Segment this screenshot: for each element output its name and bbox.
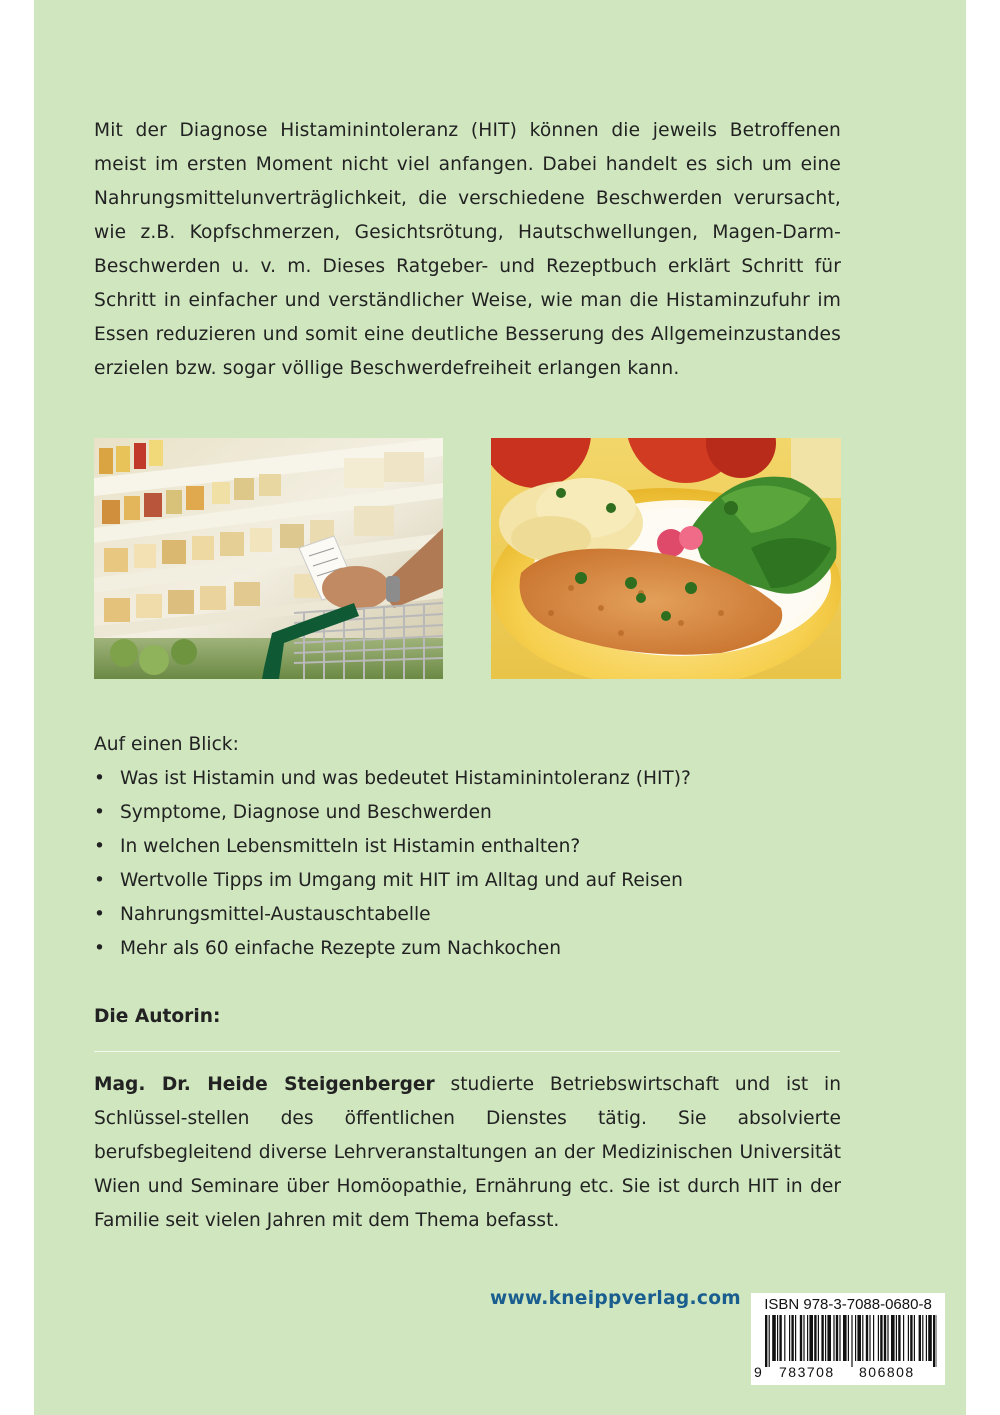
barcode-bars [765,1315,937,1367]
list-item: • Nahrungsmittel-Austauschtabelle [94,898,691,932]
list-item: • In welchen Lebensmitteln ist Histamin enthalten? [94,830,691,864]
bullet-icon: • [94,870,105,891]
isbn-number: ISBN 978-3-7088-0680-8 [764,1296,932,1313]
bullet-icon: • [94,836,105,857]
at-a-glance-list [94,762,691,966]
back-cover [34,0,966,1415]
list-item: • Was ist Histamin und was bedeutet Histaminintoleranz (HIT)? [94,762,691,796]
at-a-glance-title: Auf einen Blick: [94,734,239,755]
author-bio [94,1068,841,1238]
ean-left-digits: 783708 [779,1364,835,1380]
intro-paragraph: Mit der Diagnose Histaminintoleranz (HIT) können die jeweils Betroffenen meist im ersten Moment nicht viel anfangen. Dabei handelt es sich um eine Nahrungsmittelunverträglichkeit, die verschiedene Beschwerden verursacht, wie z.B. Kopfschmerzen, Gesichtsrötung, Hautschwellungen, Magen-Darm-Beschwerden u. v. m. Dieses Ratgeber- und Rezeptbuch erklärt Schritt für Schritt in einfacher und verständlicher Weise, wie man die Histaminzufuhr im Essen reduzieren und somit eine deutliche Besserung des Allgemeinzustandes erzielen bzw. sogar völlige Beschwerdefreiheit erlangen kann. [94,120,841,379]
bullet-icon: • [94,938,105,959]
list-item: • Wertvolle Tipps im Umgang mit HIT im Alltag und auf Reisen [94,864,691,898]
author-heading: Die Autorin: [94,1006,221,1027]
author-bio-text: studierte Betriebswirtschaft und ist in Schlüssel-stellen des öffentlichen Dienstes tätig. Sie absolvierte berufsbegleitend diverse Lehrveranstaltungen an der Medizinischen Universität Wien und Seminare über Homöopathie, Ernährung etc. Sie ist durch HIT in der Familie seit vielen Jahren mit dem Thema befasst. [94,1074,841,1231]
bullet-icon: • [94,802,105,823]
isbn-barcode [751,1293,945,1385]
bullet-icon: • [94,904,105,925]
list-item: • Mehr als 60 einfache Rezepte zum Nachkochen [94,932,691,966]
publisher-website-link[interactable]: www.kneippverlag.com [490,1288,741,1309]
bullet-icon: • [94,768,105,789]
ean-first-digit: 9 [754,1364,762,1380]
list-item: • Symptome, Diagnose und Beschwerden [94,796,691,830]
schnitzel-photo [491,438,841,679]
supermarket-photo [94,438,443,679]
author-name: Mag. Dr. Heide Steigenberger [94,1074,435,1095]
divider [94,1051,840,1052]
ean-right-digits: 806808 [859,1364,915,1380]
